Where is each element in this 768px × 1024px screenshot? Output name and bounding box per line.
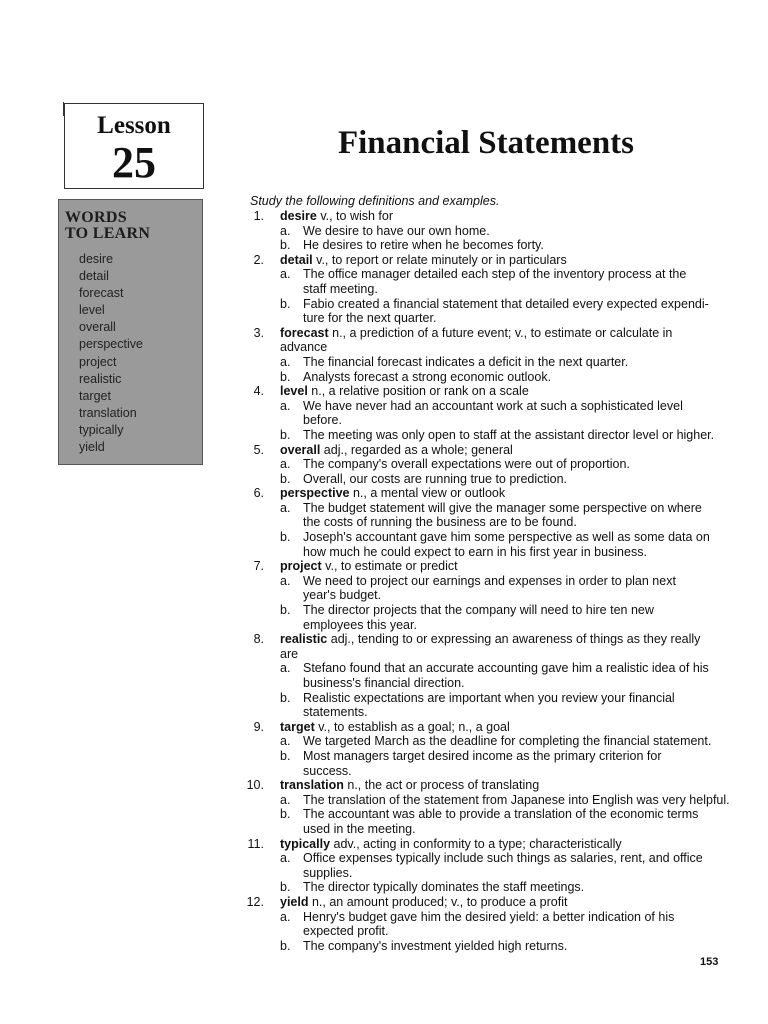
definition-text: n., a prediction of a future event; v., to estimate or calculate in xyxy=(328,325,673,340)
continuation-line: the costs of running the business are to be found. xyxy=(303,515,577,530)
example-text: We desire to have our own home. xyxy=(303,223,490,238)
example-line xyxy=(240,472,730,487)
definition-number: 7. xyxy=(253,559,264,574)
page-title: Financial Statements xyxy=(337,125,635,161)
example-text: The office manager detailed each step of the inventory process at the xyxy=(303,267,687,282)
continuation-line: supplies. xyxy=(303,865,353,880)
example-line xyxy=(240,749,730,764)
example-line xyxy=(240,238,730,253)
continuation-line: how much he could expect to earn in his first year in business. xyxy=(303,544,647,559)
continuation-line: ture for the next quarter. xyxy=(303,311,437,326)
definition-text: adj., regarded as a whole; general xyxy=(320,442,513,457)
definition-text: n., a relative position or rank on a scale xyxy=(307,384,529,399)
example-line xyxy=(240,851,730,866)
example-line xyxy=(240,530,730,545)
definition-text: n., the act or process of translating xyxy=(343,778,540,793)
definition-line xyxy=(240,632,730,647)
example-text: We have never had an accountant work at such a sophisticated level xyxy=(303,398,683,413)
example-line xyxy=(240,691,730,706)
example-letter: a. xyxy=(280,734,291,749)
example-line xyxy=(240,574,730,589)
definition-text: are xyxy=(280,646,299,661)
example-letter: a. xyxy=(280,354,291,369)
continuation-line: staff meeting. xyxy=(303,281,378,296)
definition-line xyxy=(240,340,730,355)
word-item: overall xyxy=(79,320,116,335)
example-letter: a. xyxy=(280,457,291,472)
example-text: The budget statement will give the manager some perspective on where xyxy=(303,500,702,515)
example-line xyxy=(240,603,730,618)
example-text: Joseph's accountant gave him some perspective as well as some data on xyxy=(303,530,710,545)
example-line xyxy=(240,661,730,676)
definition-term: overall xyxy=(280,442,321,457)
example-line xyxy=(240,267,730,282)
example-text: He desires to retire when he becomes forty. xyxy=(303,238,544,253)
definition-number: 5. xyxy=(253,442,264,457)
example-text: The company's overall expectations were out of proportion. xyxy=(303,457,630,472)
definition-line xyxy=(240,326,730,341)
word-item: detail xyxy=(79,269,109,284)
definition-text: v., to report or relate minutely or in particulars xyxy=(312,252,567,267)
example-text: Fabio created a financial statement that detailed every expected expendi- xyxy=(303,296,709,311)
example-letter: b. xyxy=(280,296,291,311)
example-letter: b. xyxy=(280,427,291,442)
definition-line xyxy=(240,895,730,910)
definition-line xyxy=(240,720,730,735)
word-item: project xyxy=(79,354,117,369)
example-letter: b. xyxy=(280,748,291,763)
definition-line xyxy=(240,559,730,574)
lesson-label: Lesson xyxy=(97,112,171,139)
example-text: The director typically dominates the staff meetings. xyxy=(303,880,585,895)
word-item: yield xyxy=(79,440,105,455)
example-line xyxy=(240,457,730,472)
word-item: level xyxy=(79,303,105,318)
definition-term: perspective xyxy=(280,486,350,501)
definition-term: realistic xyxy=(280,632,328,647)
example-text: Stefano found that an accurate accounting gave him a realistic idea of his xyxy=(303,661,709,676)
definition-line xyxy=(240,486,730,501)
example-text: Analysts forecast a strong economic outlook. xyxy=(303,369,552,384)
example-line xyxy=(240,224,730,239)
example-text: The accountant was able to provide a translation of the economic terms xyxy=(303,807,699,822)
definition-text: adj., tending to or expressing an awareness of things as they really xyxy=(327,632,701,647)
example-letter: b. xyxy=(280,807,291,822)
example-letter: b. xyxy=(280,880,291,895)
example-letter: b. xyxy=(280,238,291,253)
definition-number: 11. xyxy=(247,836,264,851)
example-text: Overall, our costs are running true to prediction. xyxy=(303,471,568,486)
continuation-line: used in the meeting. xyxy=(303,821,416,836)
word-item: forecast xyxy=(79,286,124,301)
example-text: The translation of the statement from Japanese into English was very helpful. xyxy=(303,792,730,807)
example-line xyxy=(240,355,730,370)
example-line xyxy=(240,370,730,385)
example-letter: b. xyxy=(280,938,291,953)
example-text: The financial forecast indicates a deficit in the next quarter. xyxy=(303,354,629,369)
example-letter: b. xyxy=(280,690,291,705)
example-letter: a. xyxy=(280,500,291,515)
definition-text: v., to establish as a goal; n., a goal xyxy=(314,719,510,734)
words-heading xyxy=(65,210,202,242)
example-letter: b. xyxy=(280,471,291,486)
definition-term: level xyxy=(280,384,308,399)
definition-text: advance xyxy=(280,340,328,355)
definition-line xyxy=(240,778,730,793)
definition-number: 10. xyxy=(246,778,264,793)
corner-mark xyxy=(63,102,64,116)
definition-number: 4. xyxy=(253,384,264,399)
definition-number: 9. xyxy=(253,719,264,734)
example-text: The meeting was only open to staff at the assistant director level or higher. xyxy=(303,427,715,442)
example-letter: a. xyxy=(280,851,291,866)
continuation-line: before. xyxy=(303,413,342,428)
definition-text: adv., acting in conformity to a type; characteristically xyxy=(330,836,622,851)
word-item: desire xyxy=(79,252,114,266)
example-line xyxy=(240,297,730,312)
definition-line xyxy=(240,647,730,662)
example-text: Realistic expectations are important when you review your financial xyxy=(303,690,675,705)
continuation-line: employees this year. xyxy=(303,617,417,632)
example-letter: a. xyxy=(280,223,291,238)
example-line xyxy=(240,399,730,414)
definition-line xyxy=(240,253,730,268)
definition-term: yield xyxy=(280,894,309,909)
study-instruction: Study the following definitions and examples. xyxy=(250,194,500,208)
example-text: Office expenses typically include such things as salaries, rent, and office xyxy=(303,851,703,866)
example-text: The company's investment yielded high returns. xyxy=(303,938,568,953)
definition-term: target xyxy=(280,719,315,734)
definition-line xyxy=(240,384,730,399)
definition-number: 8. xyxy=(253,632,264,647)
example-letter: a. xyxy=(280,661,291,676)
definition-term: desire xyxy=(280,209,317,223)
word-item: translation xyxy=(79,405,137,420)
example-letter: a. xyxy=(280,909,291,924)
definition-text: n., a mental view or outlook xyxy=(349,486,506,501)
definition-text: n., an amount produced; v., to produce a profit xyxy=(308,894,568,909)
word-item: realistic xyxy=(79,371,122,386)
definition-term: translation xyxy=(280,778,344,793)
example-text: We targeted March as the deadline for completing the financial statement. xyxy=(303,734,712,749)
definition-text: v., to wish for xyxy=(316,209,394,223)
example-letter: a. xyxy=(280,398,291,413)
words-list xyxy=(65,251,202,456)
example-line xyxy=(240,501,730,516)
continuation-line: expected profit. xyxy=(303,924,389,939)
words-heading-line2: TO LEARN xyxy=(65,225,151,242)
definition-number: 1. xyxy=(253,209,264,223)
definition-term: typically xyxy=(280,836,331,851)
example-letter: b. xyxy=(280,369,291,384)
example-line xyxy=(240,428,730,443)
word-item: typically xyxy=(79,422,124,437)
example-line xyxy=(240,880,730,895)
words-to-learn-box xyxy=(58,199,203,465)
page-number: 153 xyxy=(700,956,719,968)
example-letter: b. xyxy=(280,603,291,618)
word-item: perspective xyxy=(79,337,143,352)
example-line xyxy=(240,939,730,954)
definition-term: detail xyxy=(280,252,313,267)
continuation-line: business's financial direction. xyxy=(303,676,465,690)
definition-number: 2. xyxy=(253,252,264,267)
words-heading-line1: WORDS xyxy=(65,209,127,226)
definition-line xyxy=(240,443,730,458)
example-line xyxy=(240,910,730,925)
definition-line xyxy=(240,837,730,852)
example-letter: b. xyxy=(280,530,291,545)
example-text: The director projects that the company will need to hire ten new xyxy=(303,603,654,618)
definition-number: 12. xyxy=(246,894,264,909)
definition-term: forecast xyxy=(280,325,329,340)
lesson-box xyxy=(64,103,204,189)
definition-text: v., to estimate or predict xyxy=(321,559,458,574)
continuation-line: success. xyxy=(303,763,352,778)
definition-line xyxy=(240,209,730,224)
example-letter: a. xyxy=(280,792,291,807)
example-text: Henry's budget gave him the desired yield: a better indication of his xyxy=(303,909,675,924)
example-line xyxy=(240,734,730,749)
example-line xyxy=(240,793,730,808)
example-letter: a. xyxy=(280,573,291,588)
example-text: Most managers target desired income as the primary criterion for xyxy=(303,748,662,763)
continuation-line: year's budget. xyxy=(303,588,382,603)
definition-term: project xyxy=(280,559,322,574)
lesson-number: 25 xyxy=(112,138,156,187)
definition-number: 6. xyxy=(253,486,264,501)
continuation-line: statements. xyxy=(303,705,368,720)
example-line xyxy=(240,807,730,822)
example-letter: a. xyxy=(280,267,291,282)
definitions-list xyxy=(240,209,730,953)
example-text: We need to project our earnings and expenses in order to plan next xyxy=(303,573,676,588)
word-item: target xyxy=(79,388,111,403)
definition-number: 3. xyxy=(253,325,264,340)
